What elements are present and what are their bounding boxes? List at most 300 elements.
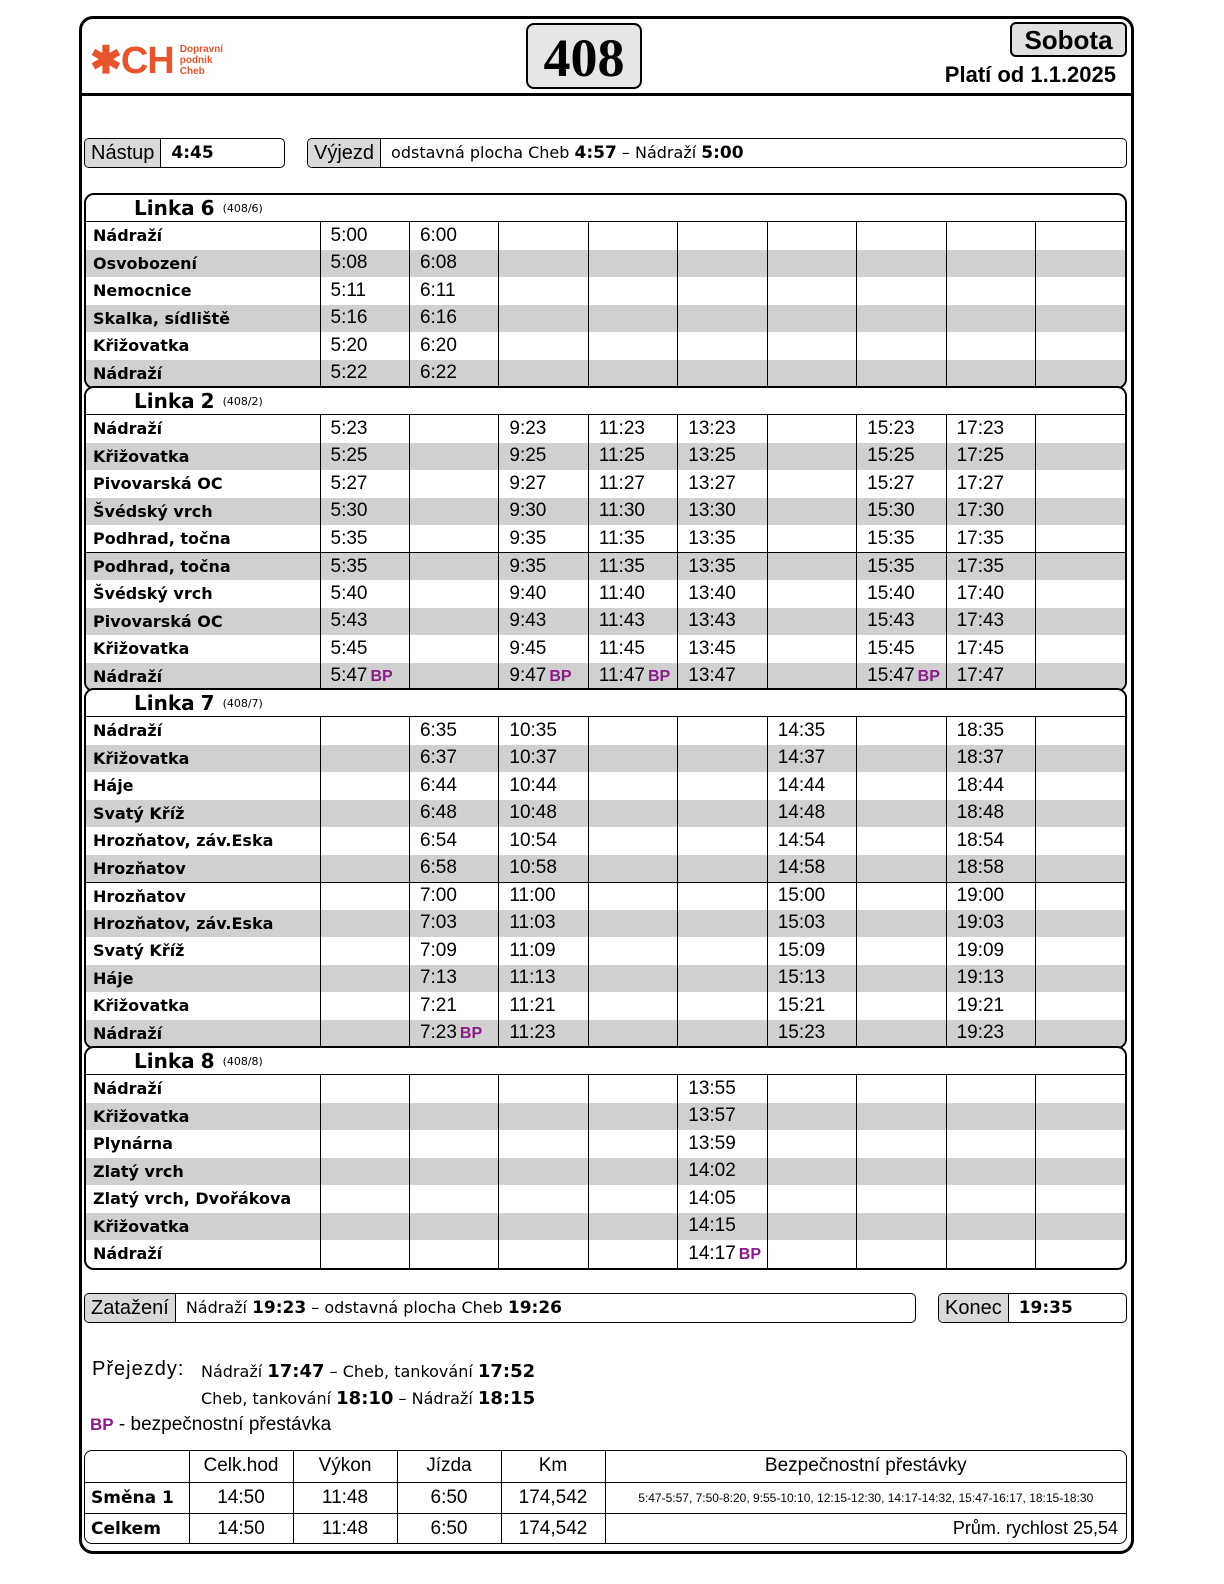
departure-time [946, 250, 1035, 278]
departure-time [409, 525, 498, 553]
departure-time: 5:47 BP [320, 663, 409, 691]
departure-time [857, 855, 946, 883]
departure-time [1036, 443, 1126, 471]
departure-time: 11:13 [499, 965, 588, 993]
departure-time [767, 1130, 856, 1158]
stop-name: Nádraží [93, 226, 163, 246]
departure-time: 5:23 [320, 415, 409, 443]
departure-time [409, 1130, 498, 1158]
bp-legend-text: - bezpečnostní přestávka [118, 1414, 332, 1435]
departure-time [1036, 745, 1126, 773]
departure-time: 5:25 [320, 443, 409, 471]
departure-time [409, 663, 498, 691]
timetable-row [86, 1158, 1125, 1186]
departure-time [767, 1075, 856, 1103]
departure-time: 18:44 [946, 772, 1035, 800]
departure-time [678, 855, 767, 883]
departure-time: 18:58 [946, 855, 1035, 883]
departure-time [1036, 910, 1126, 938]
departure-time [1036, 800, 1126, 828]
departure-time [320, 937, 409, 965]
summary-row [85, 1482, 1126, 1513]
linka-code: (408/8) [222, 1055, 263, 1068]
departure-time [1036, 882, 1126, 910]
timetable-row [86, 800, 1125, 828]
departure-time [857, 937, 946, 965]
timetable-row [86, 992, 1125, 1020]
departure-time [1036, 498, 1126, 526]
departure-time [588, 1020, 677, 1048]
timetable-row [86, 443, 1125, 471]
stop-name: Hrozňatov, záv.Eska [86, 910, 320, 938]
departure-time: 13:27 [678, 470, 767, 498]
departure-time: 6:11 [409, 277, 498, 305]
stop-name: Skalka, sídliště [86, 305, 320, 333]
stop-name: Křižovatka [93, 336, 190, 356]
nastup-time: 4:45 [171, 143, 214, 163]
stop-name: Plynárna [93, 1134, 173, 1154]
departure-time [767, 1158, 856, 1186]
departure-time: 6:22 [409, 360, 498, 388]
departure-time [409, 1103, 498, 1131]
departure-time: 17:25 [946, 443, 1035, 471]
vyjezd-route: odstavná plocha Cheb 4:57 – Nádraží 5:00 [391, 143, 744, 163]
prejezdy-label: Přejezdy: [92, 1358, 185, 1380]
summary-cell: 6:50 [397, 1482, 501, 1513]
departure-time: 17:35 [946, 553, 1035, 581]
stop-name: Podhrad, točna [93, 529, 231, 548]
departure-time [857, 992, 946, 1020]
departure-time [588, 717, 677, 745]
departure-time [409, 553, 498, 581]
departure-time [767, 305, 856, 333]
avg-speed-cell: Prům. rychlost 25,54 [605, 1513, 1126, 1544]
departure-time: 5:22 [320, 360, 409, 388]
departure-time: 5:45 [320, 635, 409, 663]
departure-time: 11:00 [499, 882, 588, 910]
departure-time: 11:40 [588, 580, 677, 608]
departure-time: 13:47 [678, 663, 767, 691]
departure-time: 18:35 [946, 717, 1035, 745]
linka-title: Linka 7 [134, 691, 215, 715]
departure-time [499, 1158, 588, 1186]
zatazeni-route: Nádraží 19:23 – odstavná plocha Cheb 19:26 [185, 1298, 562, 1318]
departure-time [409, 608, 498, 636]
departure-time: 10:37 [499, 745, 588, 773]
summary-header: Celk.hod [189, 1451, 293, 1482]
linka-header [86, 195, 1125, 222]
departure-time: 11:25 [588, 443, 677, 471]
timetable-row [86, 772, 1125, 800]
timetable-row [86, 608, 1125, 636]
departure-time: 17:35 [946, 525, 1035, 553]
linka-code: (408/6) [222, 202, 263, 215]
bp-legend [90, 1414, 331, 1436]
departure-time [678, 882, 767, 910]
timetable-row [86, 360, 1125, 388]
linka-title: Linka 8 [134, 1049, 215, 1073]
departure-time: 18:54 [946, 827, 1035, 855]
konec-box [938, 1293, 1127, 1323]
departure-time: 7:03 [409, 910, 498, 938]
departure-time [409, 443, 498, 471]
departure-time [857, 1213, 946, 1241]
departure-time: 9:40 [499, 580, 588, 608]
timetable-row [86, 1020, 1125, 1048]
departure-time [1036, 827, 1126, 855]
timetable-row [86, 415, 1125, 443]
departure-time [320, 1158, 409, 1186]
departure-time [588, 1158, 677, 1186]
timetable-row [86, 222, 1125, 250]
departure-time [678, 800, 767, 828]
summary-cell: Celkem [85, 1513, 189, 1544]
departure-time [946, 1130, 1035, 1158]
departure-time [588, 772, 677, 800]
departure-time: 14:54 [767, 827, 856, 855]
summary-cell: 14:50 [189, 1513, 293, 1544]
stop-name: Nádraží [86, 1020, 320, 1048]
departure-time: 17:45 [946, 635, 1035, 663]
breaks-cell: 5:47-5:57, 7:50-8:20, 9:55-10:10, 12:15-12:30, 14:17-14:32, 15:47-16:17, 18:15-18:30 [605, 1482, 1126, 1513]
departure-time: 6:08 [409, 250, 498, 278]
departure-time [678, 360, 767, 388]
departure-time [320, 1240, 409, 1268]
departure-time: 9:27 [499, 470, 588, 498]
departure-time [678, 772, 767, 800]
summary-header: Výkon [293, 1451, 397, 1482]
departure-time: 6:44 [409, 772, 498, 800]
departure-time [946, 277, 1035, 305]
departure-time: 15:25 [857, 443, 946, 471]
departure-time: 6:48 [409, 800, 498, 828]
departure-time: 5:43 [320, 608, 409, 636]
departure-time [1036, 1103, 1126, 1131]
departure-time [946, 305, 1035, 333]
departure-time [767, 498, 856, 526]
departure-time: 15:27 [857, 470, 946, 498]
stop-name: Háje [86, 965, 320, 993]
departure-time [767, 1213, 856, 1241]
departure-time [946, 360, 1035, 388]
linka-block [84, 688, 1127, 1049]
timetable-row [86, 332, 1125, 360]
departure-time [857, 360, 946, 388]
summary-cell: 14:50 [189, 1482, 293, 1513]
departure-time [767, 663, 856, 691]
departure-time: 11:23 [588, 415, 677, 443]
departure-time: 13:23 [678, 415, 767, 443]
departure-time [588, 882, 677, 910]
company-logo [90, 38, 223, 83]
timetable-row [86, 1130, 1125, 1158]
departure-time: 9:23 [499, 415, 588, 443]
departure-time: 14:05 [678, 1185, 767, 1213]
departure-time [320, 827, 409, 855]
stop-name: Nemocnice [93, 281, 192, 301]
stop-name: Křižovatka [86, 1213, 320, 1241]
departure-time: 13:30 [678, 498, 767, 526]
departure-time: 5:11 [320, 277, 409, 305]
departure-time: 10:44 [499, 772, 588, 800]
departure-time: 7:23 BP [409, 1020, 498, 1048]
vyjezd-box [307, 138, 1127, 168]
departure-time [857, 800, 946, 828]
departure-time [409, 415, 498, 443]
stop-name: Háje [93, 776, 134, 796]
departure-time: 11:03 [499, 910, 588, 938]
departure-time: 11:27 [588, 470, 677, 498]
departure-time [767, 470, 856, 498]
stop-name: Pivovarská OC [86, 608, 320, 636]
departure-time [857, 277, 946, 305]
departure-time [1036, 1075, 1126, 1103]
logo-line: podnik [179, 55, 213, 66]
departure-time [499, 277, 588, 305]
departure-time: 15:13 [767, 965, 856, 993]
departure-time: 6:20 [409, 332, 498, 360]
departure-time [320, 910, 409, 938]
departure-time: 11:43 [588, 608, 677, 636]
linka-header [86, 388, 1125, 415]
departure-time [1036, 277, 1126, 305]
departure-time: 15:45 [857, 635, 946, 663]
departure-time [1036, 608, 1126, 636]
departure-time [1036, 250, 1126, 278]
departure-time [588, 250, 677, 278]
departure-time [409, 1185, 498, 1213]
departure-time [857, 1185, 946, 1213]
departure-time [1036, 635, 1126, 663]
summary-header: Jízda [397, 1451, 501, 1482]
departure-time: 14:58 [767, 855, 856, 883]
stop-name: Nádraží [86, 360, 320, 388]
departure-time [320, 992, 409, 1020]
departure-time [678, 717, 767, 745]
stop-name: Nádraží [93, 1079, 163, 1099]
summary-table [84, 1450, 1127, 1544]
departure-time [320, 965, 409, 993]
departure-time: 17:23 [946, 415, 1035, 443]
stop-name: Křižovatka [86, 745, 320, 773]
departure-time: 18:48 [946, 800, 1035, 828]
departure-time [588, 277, 677, 305]
departure-time: 19:13 [946, 965, 1035, 993]
departure-time [678, 332, 767, 360]
departure-time: 17:40 [946, 580, 1035, 608]
stop-name: Hrozňatov [86, 882, 320, 910]
departure-time [678, 910, 767, 938]
departure-time [320, 772, 409, 800]
departure-time [1036, 470, 1126, 498]
departure-time: 15:40 [857, 580, 946, 608]
departure-time [409, 580, 498, 608]
departure-time [946, 1213, 1035, 1241]
stop-name: Zlatý vrch, Dvořákova [93, 1189, 292, 1209]
departure-time: 14:15 [678, 1213, 767, 1241]
departure-time: 10:58 [499, 855, 588, 883]
timetable-row [86, 1213, 1125, 1241]
timetable-row [86, 498, 1125, 526]
departure-time [1036, 965, 1126, 993]
departure-time: 15:00 [767, 882, 856, 910]
stop-name: Svatý Kříž [93, 941, 185, 961]
timetable-row [86, 305, 1125, 333]
header-divider [79, 93, 1134, 96]
departure-time: 14:37 [767, 745, 856, 773]
departure-time [588, 827, 677, 855]
departure-time: 10:48 [499, 800, 588, 828]
nastup-label: Nástup [85, 139, 161, 167]
stop-name: Svatý Kříž [86, 800, 320, 828]
nastup-box [84, 138, 285, 168]
departure-time [499, 222, 588, 250]
logo-text [180, 44, 223, 77]
departure-time [678, 992, 767, 1020]
departure-time: 13:59 [678, 1130, 767, 1158]
departure-time [857, 1075, 946, 1103]
linka-table [86, 1075, 1125, 1268]
departure-time [1036, 305, 1126, 333]
departure-time: 15:47 BP [857, 663, 946, 691]
timetable-row [86, 525, 1125, 553]
departure-time [588, 332, 677, 360]
departure-time [320, 1103, 409, 1131]
stop-name: Osvobození [86, 250, 320, 278]
departure-time [499, 305, 588, 333]
departure-time [409, 1213, 498, 1241]
departure-time [857, 222, 946, 250]
departure-time [588, 1185, 677, 1213]
timetable-row [86, 580, 1125, 608]
departure-time: 7:09 [409, 937, 498, 965]
departure-time [678, 222, 767, 250]
stop-name: Křižovatka [93, 639, 190, 659]
departure-time: 9:30 [499, 498, 588, 526]
linka-block [84, 1046, 1127, 1270]
linka-header [86, 1048, 1125, 1075]
prejezd-line: Cheb, tankování 18:10 – Nádraží 18:15 [201, 1388, 536, 1409]
departure-time: 11:23 [499, 1020, 588, 1048]
stop-name: Nádraží [93, 1244, 163, 1264]
timetable-row [86, 250, 1125, 278]
timetable-row [86, 855, 1125, 883]
departure-time [946, 1240, 1035, 1268]
stop-name: Hrozňatov, záv.Eska [93, 831, 274, 851]
summary-header: Bezpečnostní přestávky [605, 1451, 1126, 1482]
linka-title: Linka 2 [134, 389, 215, 413]
prejezd-line: Nádraží 17:47 – Cheb, tankování 17:52 [201, 1361, 536, 1382]
timetable-row [86, 277, 1125, 305]
departure-time [857, 910, 946, 938]
departure-time [499, 250, 588, 278]
departure-time: 17:47 [946, 663, 1035, 691]
timetable-row [86, 470, 1125, 498]
departure-time: 5:30 [320, 498, 409, 526]
departure-time [588, 855, 677, 883]
departure-time [857, 1158, 946, 1186]
departure-time: 5:27 [320, 470, 409, 498]
stop-name: Hrozňatov [86, 855, 320, 883]
timetable-row [86, 882, 1125, 910]
departure-time [1036, 332, 1126, 360]
departure-time [767, 277, 856, 305]
departure-time [767, 525, 856, 553]
departure-time [857, 717, 946, 745]
departure-time [588, 965, 677, 993]
departure-time [409, 1240, 498, 1268]
summary-header: Km [501, 1451, 605, 1482]
stop-name: Švédský vrch [93, 584, 213, 604]
departure-time [1036, 222, 1126, 250]
departure-time [320, 882, 409, 910]
linka-code: (408/7) [222, 697, 263, 710]
departure-time: 19:00 [946, 882, 1035, 910]
departure-time [1036, 1213, 1126, 1241]
timetable-row [86, 663, 1125, 691]
departure-time [767, 1240, 856, 1268]
departure-time [946, 1075, 1035, 1103]
konec-label: Konec [939, 1294, 1009, 1322]
departure-time [857, 1240, 946, 1268]
zatazeni-box [84, 1293, 916, 1323]
departure-time [767, 1103, 856, 1131]
departure-time: 14:48 [767, 800, 856, 828]
departure-time [320, 855, 409, 883]
departure-time: 18:37 [946, 745, 1035, 773]
departure-time [1036, 1185, 1126, 1213]
logo-line: Cheb [179, 66, 205, 77]
departure-time: 17:27 [946, 470, 1035, 498]
departure-time: 15:30 [857, 498, 946, 526]
timetable-row [86, 827, 1125, 855]
timetable-row [86, 1240, 1125, 1268]
departure-time: 13:55 [678, 1075, 767, 1103]
departure-time [588, 745, 677, 773]
stop-name: Křižovatka [86, 1103, 320, 1131]
departure-time [588, 992, 677, 1020]
departure-time [499, 1213, 588, 1241]
summary-cell: 11:48 [293, 1513, 397, 1544]
timetable-row [86, 745, 1125, 773]
departure-time: 14:44 [767, 772, 856, 800]
departure-time [499, 360, 588, 388]
linka-title: Linka 6 [134, 196, 215, 220]
departure-time [1036, 580, 1126, 608]
linka-table [86, 222, 1125, 387]
linka-code: (408/2) [222, 395, 263, 408]
departure-time [678, 1020, 767, 1048]
summary-cell: 174,542 [501, 1513, 605, 1544]
departure-time [1036, 525, 1126, 553]
departure-time [1036, 1158, 1126, 1186]
logo-line: Dopravní [179, 44, 224, 55]
departure-time: 7:13 [409, 965, 498, 993]
departure-time: 13:25 [678, 443, 767, 471]
departure-time [678, 827, 767, 855]
departure-time [320, 1075, 409, 1103]
linka-table [86, 717, 1125, 1047]
bp-marker: BP [917, 668, 940, 686]
departure-time [1036, 553, 1126, 581]
departure-time [767, 222, 856, 250]
summary-header [85, 1451, 189, 1482]
departure-time: 13:40 [678, 580, 767, 608]
departure-time [857, 745, 946, 773]
timetable-row [86, 1103, 1125, 1131]
departure-time: 5:35 [320, 553, 409, 581]
stop-name: Zlatý vrch [86, 1158, 320, 1186]
